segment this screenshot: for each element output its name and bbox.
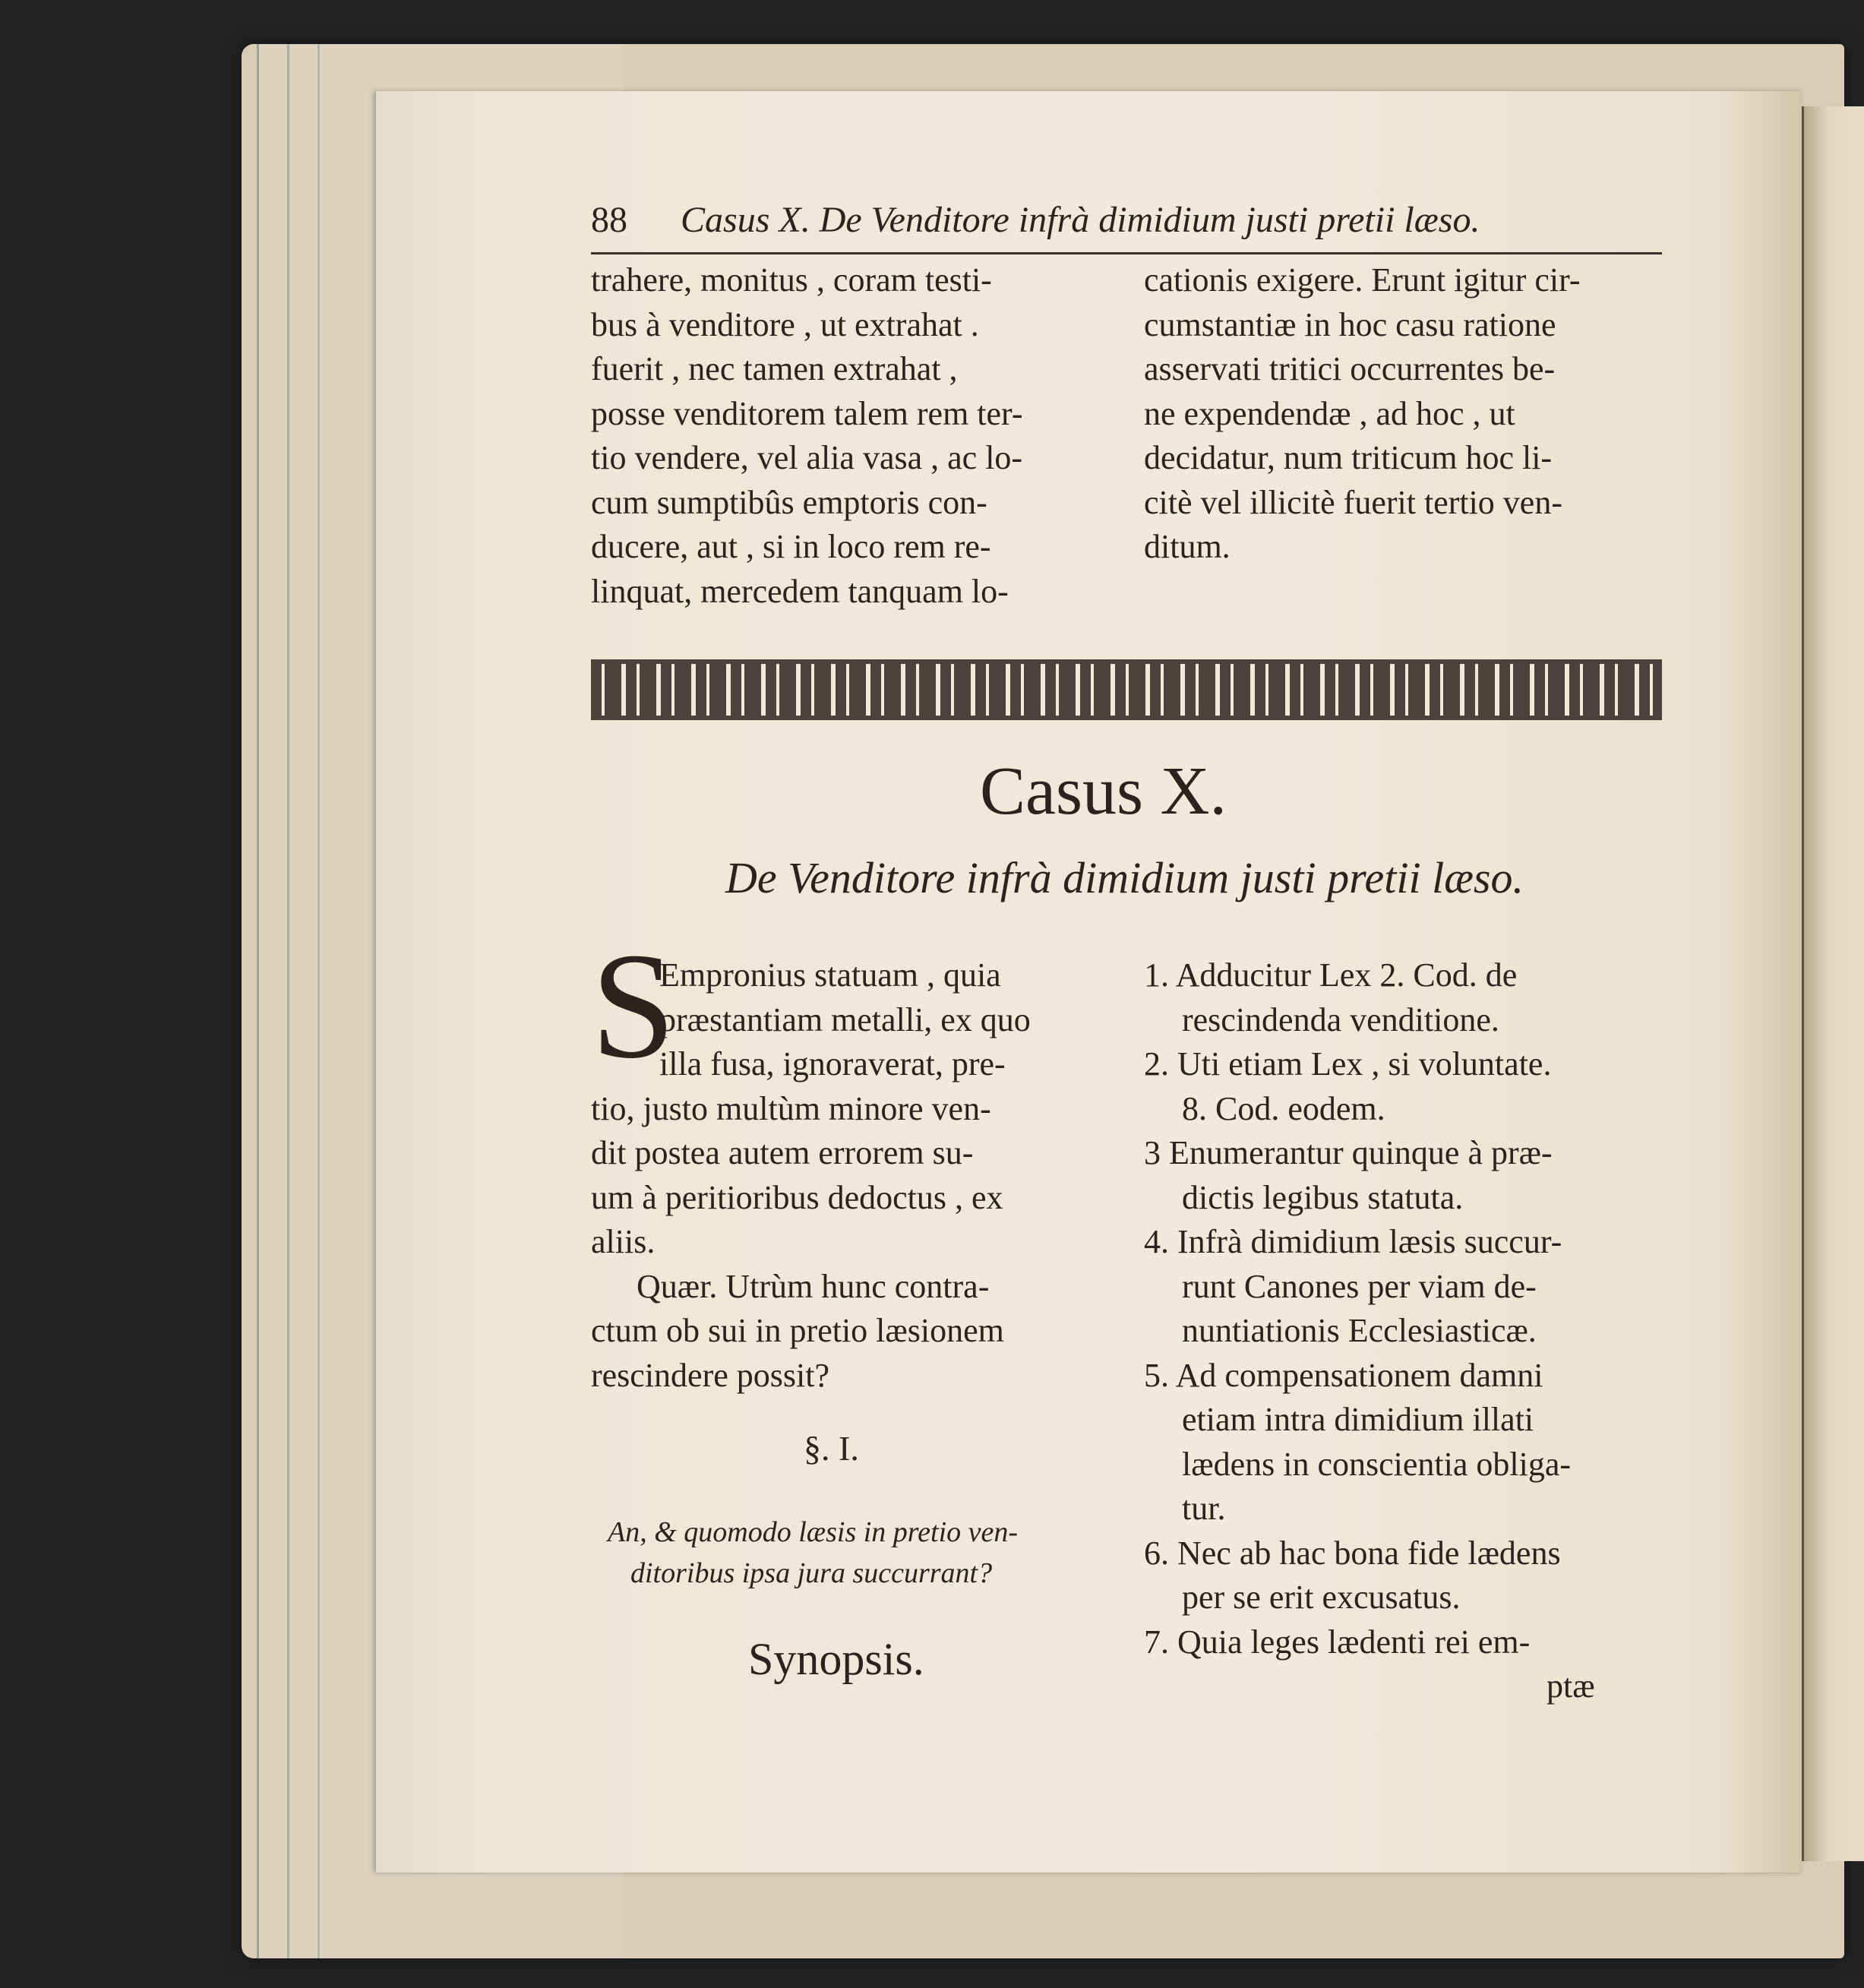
synopsis-item: runt Canones per viam de- <box>1182 1267 1537 1305</box>
text-line: præstantiam metalli, ex quo <box>659 1000 1031 1038</box>
synopsis-item: 8. Cod. eodem. <box>1182 1089 1385 1127</box>
synopsis-item: 5. Ad compensationem damni <box>1144 1356 1543 1394</box>
synopsis-item: per se erit excusatus. <box>1182 1579 1461 1616</box>
synopsis-heading: Synopsis. <box>748 1634 924 1684</box>
chapter-title: Casus X. <box>980 754 1227 829</box>
decorative-ornament-band <box>591 659 1662 720</box>
main-left-column <box>591 953 1107 1398</box>
text-line: citè vel illicitè fuerit tertio ven- <box>1144 483 1562 521</box>
section-mark: §. I. <box>804 1429 859 1468</box>
text-line: Empronius statuam , quia <box>659 956 1001 994</box>
text-line: ditoribus ipsa jura succurrant? <box>630 1557 993 1589</box>
synopsis-item: 4. Infrà dimidium læsis succur- <box>1144 1223 1562 1260</box>
text-line: tio, justo multùm minore ven- <box>591 1089 991 1127</box>
synopsis-item: 2. Uti etiam Lex , si voluntate. <box>1144 1045 1552 1082</box>
synopsis-item: lædens in conscientia obliga- <box>1182 1445 1571 1483</box>
synopsis-item: 7. Quia leges lædenti rei em- <box>1144 1623 1531 1661</box>
synopsis-item: 6. Nec ab hac bona fide lædens <box>1144 1534 1561 1572</box>
synopsis-item: tur. <box>1182 1490 1226 1527</box>
chapter-subtitle: De Venditore infrà dimidium justi pretii læso. <box>725 853 1524 902</box>
synopsis-item: 1. Adducitur Lex 2. Cod. de <box>1144 956 1518 994</box>
text-line: um à peritioribus dedoctus , ex <box>591 1178 1003 1216</box>
running-title: Casus X. De Venditore infrà dimidium justi pretii læso. <box>681 200 1480 240</box>
text-line: tio vendere, vel alia vasa , ac lo- <box>591 439 1023 476</box>
top-left-column <box>591 258 1107 614</box>
text-line: rescindere possit? <box>591 1356 829 1394</box>
text-line: linquat, mercedem tanquam lo- <box>591 572 1009 610</box>
text-line: decidatur, num triticum hoc li- <box>1144 439 1553 476</box>
header-rule <box>591 252 1662 254</box>
synopsis-item: 3 Enumerantur quinque à præ- <box>1144 1134 1553 1171</box>
drop-cap: S <box>591 922 676 1090</box>
text-line: ditum. <box>1144 528 1231 565</box>
page-number: 88 <box>591 200 627 240</box>
text-line: posse venditorem talem rem ter- <box>591 394 1023 432</box>
facing-page-edge <box>1802 106 1864 1861</box>
synopsis-item: ptæ <box>1546 1667 1595 1705</box>
text-line: An, & quomodo læsis in pretio ven- <box>608 1516 1019 1548</box>
text-line: asservati tritici occurrentes be- <box>1144 350 1556 387</box>
synopsis-item: nuntiationis Ecclesiasticæ. <box>1182 1312 1537 1349</box>
text-line: fuerit , nec tamen extrahat , <box>591 350 958 387</box>
text-line: ctum ob sui in pretio læsionem <box>591 1312 1004 1349</box>
text-line: cationis exigere. Erunt igitur cir- <box>1144 261 1581 299</box>
text-line: Quær. Utrùm hunc contra- <box>637 1267 990 1305</box>
text-line: cumstantiæ in hoc casu ratione <box>1144 305 1556 343</box>
question-heading <box>608 1512 1018 1594</box>
text-line: trahere, monitus , coram testi- <box>591 261 992 299</box>
top-right-column <box>1144 258 1668 570</box>
synopsis-item: etiam intra dimidium illati <box>1182 1401 1534 1438</box>
running-header <box>591 199 1662 241</box>
text-line: bus à venditore , ut extrahat . <box>591 305 979 343</box>
synopsis-list <box>1144 953 1668 1709</box>
synopsis-item: dictis legibus statuta. <box>1182 1178 1464 1216</box>
text-line: ducere, aut , si in loco rem re- <box>591 528 991 565</box>
text-line: dit postea autem errorem su- <box>591 1134 974 1171</box>
text-line: aliis. <box>591 1223 656 1260</box>
text-line: cum sumptibûs emptoris con- <box>591 483 987 521</box>
synopsis-item: rescindenda venditione. <box>1182 1000 1499 1038</box>
text-line: ne expendendæ , ad hoc , ut <box>1144 394 1515 432</box>
text-line: illa fusa, ignoraverat, pre- <box>659 1045 1006 1082</box>
